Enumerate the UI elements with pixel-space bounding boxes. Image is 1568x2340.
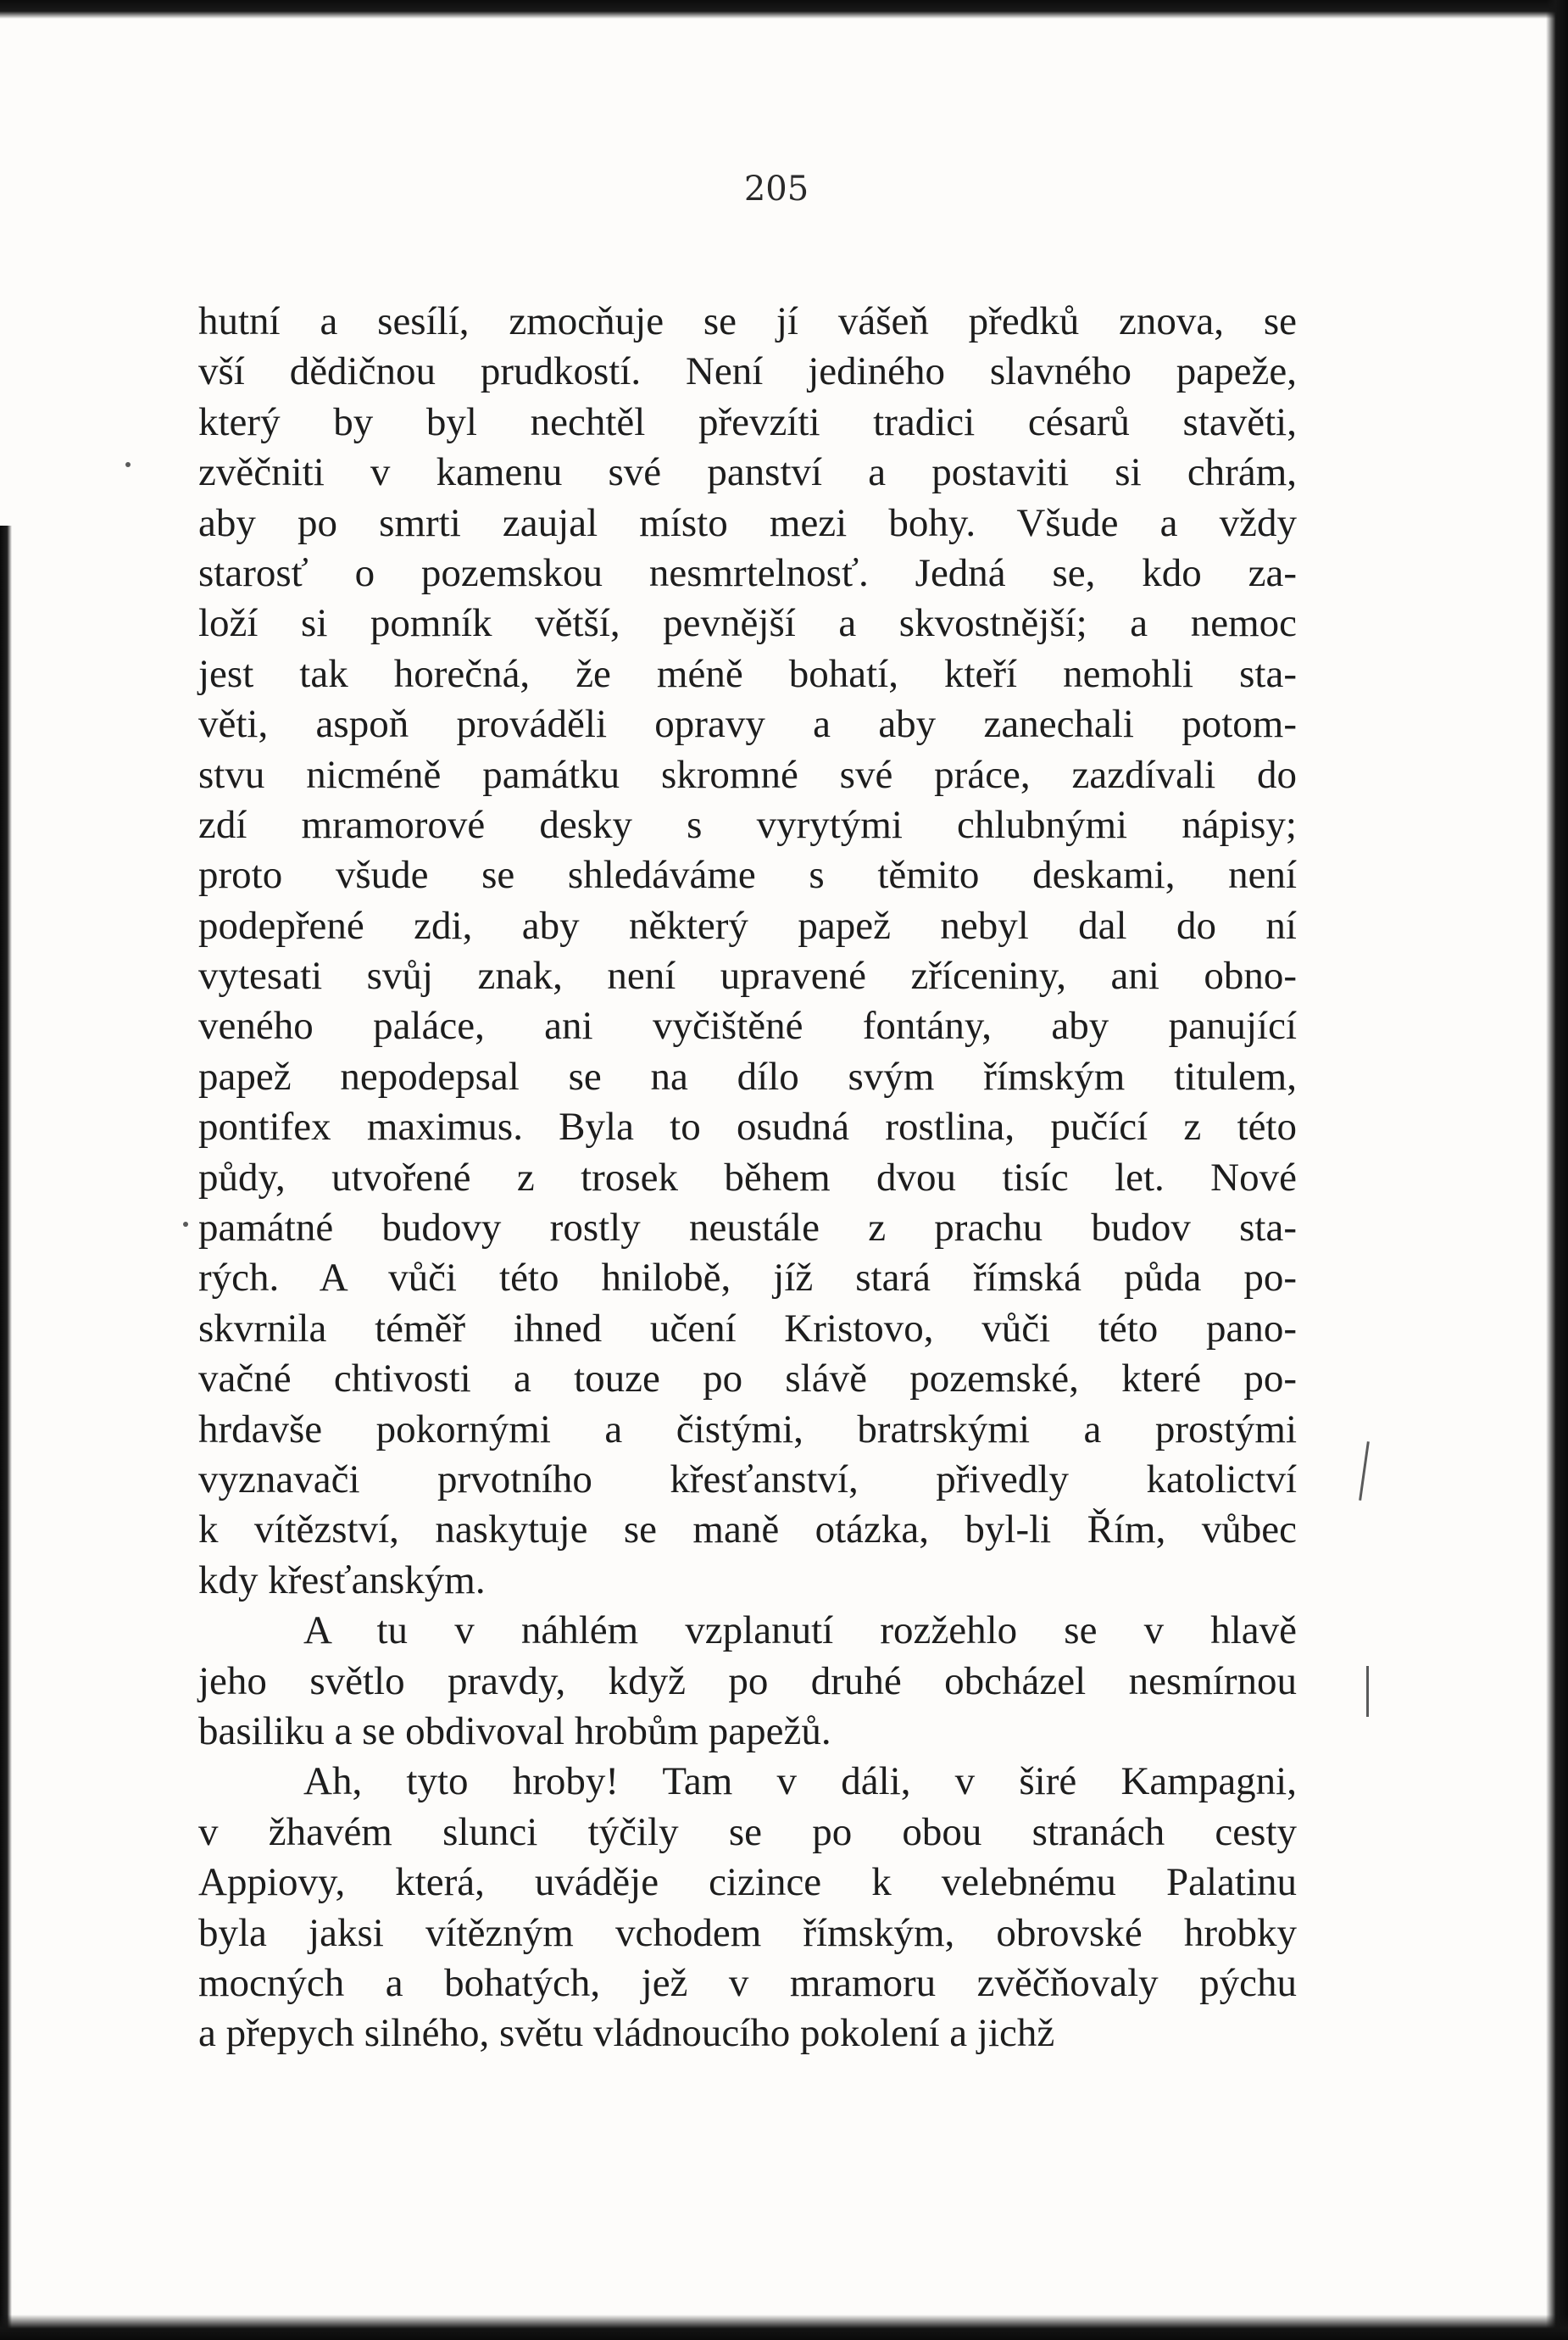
text-line: skvrnila téměř ihned učení Kristovo, vůči této pano-: [198, 1306, 1297, 1351]
text-line: pontifex maximus. Byla to osudná rostlina, pučící z této: [198, 1105, 1297, 1150]
scan-edge-right: [1546, 0, 1568, 2340]
text-line: památné budovy rostly neustále z prachu budov sta-: [198, 1206, 1297, 1251]
text-line: starosť o pozemskou nesmrtelnosť. Jedná se, kdo za-: [198, 550, 1297, 595]
text-line: v žhavém slunci týčily se po obou stranách cesty: [198, 1809, 1297, 1854]
text-line: vačné chtivosti a touze po slávě pozemské, které po-: [198, 1357, 1297, 1401]
scan-edge-bottom: [0, 2315, 1568, 2340]
text-line: hrdavše pokornými a čistými, bratrskými a prostými: [198, 1407, 1297, 1451]
text-line: který by byl nechtěl převzíti tradici césarů stavěti,: [198, 399, 1297, 444]
stray-mark: [1359, 1441, 1370, 1501]
text-line: a přepych silného, světu vládnoucího pokolení a jichž: [198, 2011, 1055, 2056]
text-line: rých. A vůči této hnilobě, jíž stará římská půda po-: [198, 1256, 1297, 1301]
text-line: zdí mramorové desky s vyrytými chlubnými nápisy;: [198, 802, 1297, 847]
stray-mark: [183, 1222, 188, 1227]
body-text: [198, 297, 1297, 2059]
text-line: vší dědičnou prudkostí. Není jediného slavného papeže,: [198, 349, 1297, 394]
text-line: zvěčniti v kamenu své panství a postaviti si chrám,: [198, 450, 1297, 495]
text-line: byla jaksi vítězným vchodem římským, obrovské hrobky: [198, 1910, 1297, 1955]
text-line: basiliku a se obdivoval hrobům papežů.: [198, 1708, 831, 1753]
text-line: papež nepodepsal se na dílo svým římským titulem,: [198, 1054, 1297, 1099]
scan-edge-top: [0, 0, 1568, 19]
text-line: mocných a bohatých, jež v mramoru zvěčňovaly pýchu: [198, 1960, 1297, 2005]
stray-mark: [125, 462, 131, 467]
text-line: stvu nicméně památku skromné své práce, zazdívali do: [198, 752, 1297, 797]
text-line: vyznavači prvotního křesťanství, přivedly katolictví: [198, 1457, 1297, 1502]
text-line: kdy křesťanským.: [198, 1557, 486, 1602]
text-line: loží si pomník větší, pevnější a skvostnější; a nemoc: [198, 601, 1297, 646]
text-line: A tu v náhlém vzplanutí rozžehlo se v hlavě: [303, 1608, 1297, 1653]
text-line: podepřené zdi, aby některý papež nebyl dal do ní: [198, 903, 1297, 948]
stray-mark: [1366, 1666, 1369, 1717]
text-line: aby po smrti zaujal místo mezi bohy. Všude a vždy: [198, 500, 1297, 545]
scan-edge-left: [0, 526, 12, 2340]
text-line: vytesati svůj znak, není upravené zříceniny, ani obno-: [198, 954, 1297, 999]
text-line: jeho světlo pravdy, když po druhé obcházel nesmírnou: [198, 1658, 1297, 1703]
text-line: Ah, tyto hroby! Tam v dáli, v širé Kampagni,: [303, 1759, 1297, 1804]
text-line: věti, aspoň prováděli opravy a aby zanechali potom-: [198, 702, 1297, 747]
text-line: hutní a sesílí, zmocňuje se jí vášeň předků znova, se: [198, 299, 1297, 343]
text-line: Appiovy, která, uváděje cizince k velebnému Palatinu: [198, 1860, 1297, 1905]
text-line: veného paláce, ani vyčištěné fontány, aby panující: [198, 1004, 1297, 1049]
text-line: proto všude se shledáváme s těmito deskami, není: [198, 853, 1297, 898]
text-line: půdy, utvořené z trosek během dvou tisíc let. Nové: [198, 1155, 1297, 1200]
text-line: jest tak horečná, že méně bohatí, kteří nemohli sta-: [198, 651, 1297, 696]
page-number: 205: [743, 170, 809, 209]
text-line: k vítězství, naskytuje se maně otázka, byl-li Řím, vůbec: [198, 1507, 1297, 1552]
